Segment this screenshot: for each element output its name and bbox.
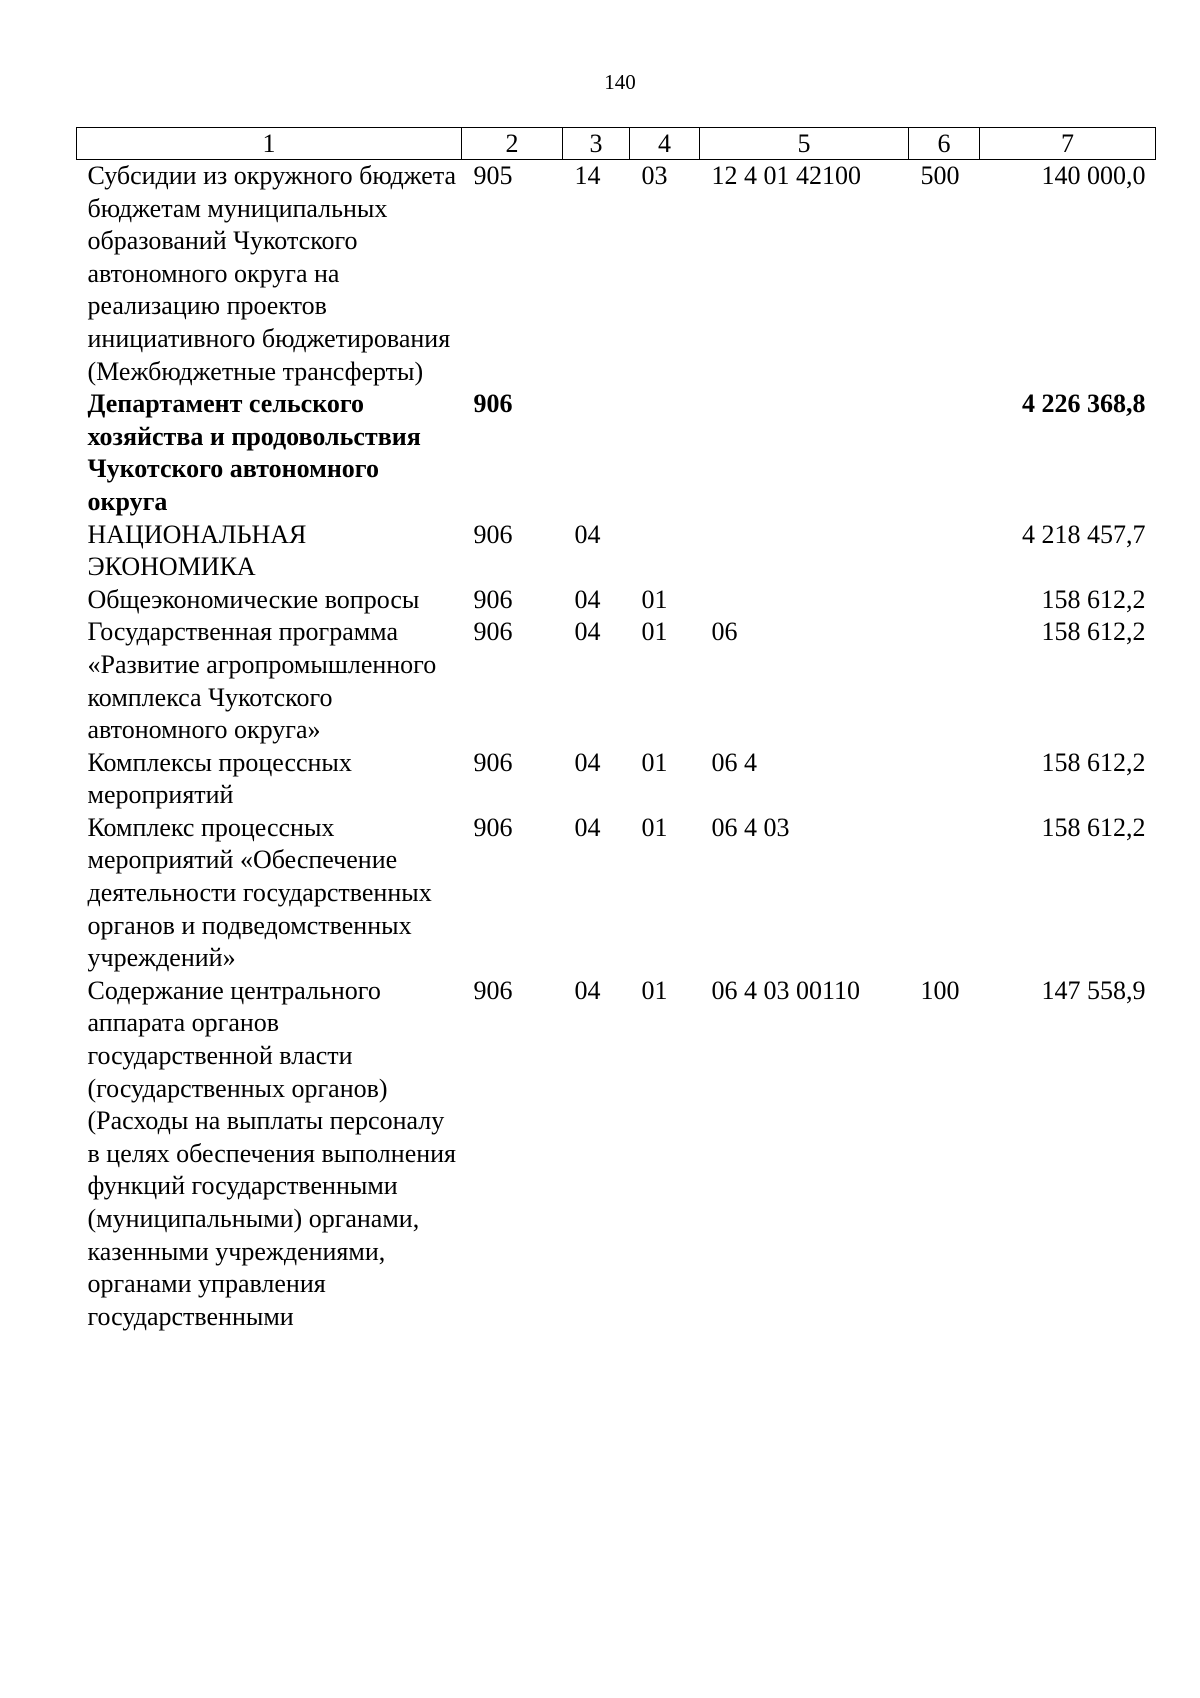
row-target-article-code: 06 4 03: [711, 812, 790, 842]
row-name: Субсидии из окружного бюджета бюджетам муниципальных образований Чукотского автономного округа на реализацию проектов инициативного бюджетирования (Межбюджетные трансферты): [87, 161, 457, 386]
table-row: [77, 584, 1156, 617]
table-row: [77, 519, 1156, 584]
budget-table: [76, 127, 1156, 1333]
row-ministry-code: 906: [473, 519, 513, 549]
row-subsection-code: 01: [641, 584, 668, 614]
row-subsection-code: 01: [641, 975, 668, 1005]
row-amount: 140 000,0: [1041, 161, 1146, 190]
row-subsection-code: 01: [641, 747, 668, 777]
row-name: Комплекс процессных мероприятий «Обеспечение деятельности государственных органов и подведомственных учреждений»: [87, 812, 432, 973]
row-section-code: 04: [574, 975, 601, 1005]
row-amount: 158 612,2: [1041, 617, 1146, 647]
row-ministry-code: 906: [473, 584, 513, 614]
row-target-article-code: 06 4 03 00110: [711, 975, 861, 1005]
table-row: [77, 388, 1156, 518]
row-amount: 158 612,2: [1041, 747, 1146, 777]
table-row: [77, 975, 1156, 1334]
table-row: [77, 616, 1156, 746]
row-ministry-code: 905: [473, 161, 513, 190]
column-header-7: 7: [980, 128, 1156, 160]
row-subsection-code: 01: [641, 812, 668, 842]
row-name: Общеэкономические вопросы: [87, 584, 420, 614]
row-amount: 147 558,9: [1041, 975, 1146, 1005]
row-section-code: 04: [574, 617, 601, 647]
row-amount: 158 612,2: [1041, 584, 1146, 614]
row-target-article-code: 06 4: [711, 747, 757, 777]
row-ministry-code: 906: [473, 389, 513, 419]
row-amount: 4 226 368,8: [1022, 389, 1146, 419]
table-body: [77, 160, 1156, 1334]
row-expense-type-code: [909, 519, 980, 584]
row-ministry-code: 906: [473, 747, 513, 777]
row-subsection-code: [630, 388, 700, 518]
row-target-article-code: 12 4 01 42100: [711, 161, 861, 190]
row-expense-type-code: [909, 388, 980, 518]
row-name: Комплексы процессных мероприятий: [87, 747, 352, 810]
column-header-3: 3: [563, 128, 630, 160]
table-row: [77, 747, 1156, 812]
page-number: 140: [604, 70, 636, 94]
row-section-code: 04: [574, 812, 601, 842]
row-section-code: 04: [574, 519, 601, 549]
row-expense-type-code: [909, 616, 980, 746]
row-expense-type-code: 100: [920, 975, 960, 1005]
row-name: НАЦИОНАЛЬНАЯ ЭКОНОМИКА: [87, 519, 307, 582]
row-amount: 158 612,2: [1041, 812, 1146, 842]
row-target-article-code: [700, 388, 909, 518]
row-name: Департамент сельского хозяйства и продовольствия Чукотского автономного округа: [87, 389, 421, 516]
row-name: Государственная программа «Развитие агропромышленного комплекса Чукотского автономного округа»: [87, 617, 437, 745]
row-name: Содержание центрального аппарата органов государственной власти (государственных органов) (Расходы на выплаты персоналу в целях обеспечения выполнения функций государственными (муниципальными) органами, казенными учреждениями, органами управления государственными: [87, 975, 457, 1331]
row-section-code: 04: [574, 584, 601, 614]
row-target-article-code: [700, 519, 909, 584]
row-target-article-code: 06: [711, 617, 738, 647]
row-expense-type-code: [909, 747, 980, 812]
table-row: [77, 160, 1156, 389]
row-subsection-code: 01: [641, 617, 668, 647]
row-expense-type-code: [909, 812, 980, 975]
row-subsection-code: 03: [641, 161, 668, 190]
column-header-2: 2: [462, 128, 563, 160]
row-section-code: 14: [574, 161, 601, 190]
row-amount: 4 218 457,7: [1022, 519, 1146, 549]
row-subsection-code: [630, 519, 700, 584]
table-row: [77, 812, 1156, 975]
row-section-code: [563, 388, 630, 518]
row-ministry-code: 906: [473, 812, 513, 842]
column-header-4: 4: [630, 128, 700, 160]
row-target-article-code: [700, 584, 909, 617]
column-header-1: 1: [77, 128, 462, 160]
row-ministry-code: 906: [473, 617, 513, 647]
column-header-5: 5: [700, 128, 909, 160]
row-expense-type-code: [909, 584, 980, 617]
column-header-6: 6: [909, 128, 980, 160]
row-ministry-code: 906: [473, 975, 513, 1005]
column-number-header: [77, 128, 1156, 160]
row-expense-type-code: 500: [920, 161, 960, 190]
row-section-code: 04: [574, 747, 601, 777]
